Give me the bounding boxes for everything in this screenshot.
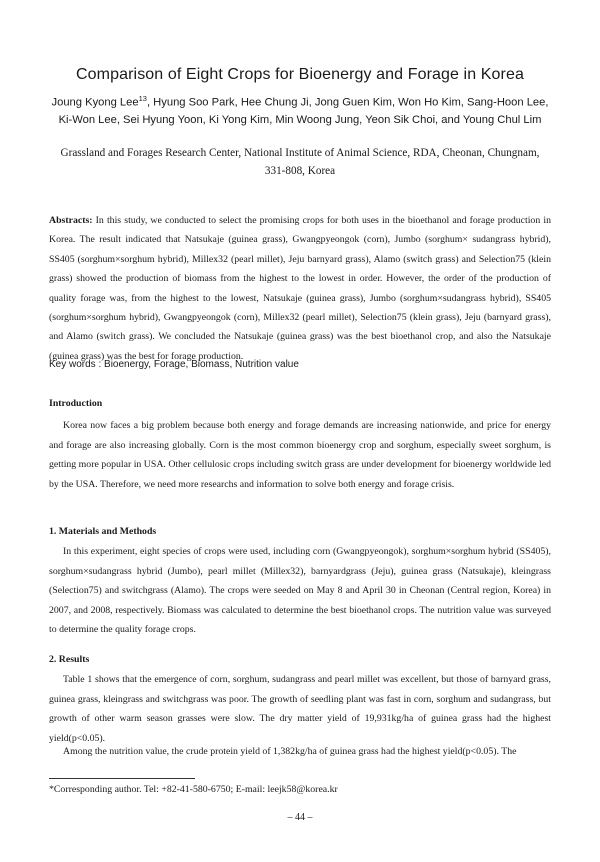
affiliation-line-1: Grassland and Forages Research Center, National Institute of Animal Science, RDA, Cheonan, Chungnam, (60, 147, 540, 159)
results-paragraph-2 (49, 742, 551, 762)
keywords: Key words : Bioenergy, Forage, Biomass, Nutrition value (49, 359, 299, 370)
methods-text: In this experiment, eight species of crops were used, including corn (Gwangpyeongok), sorghum×sorghum hybrid (SS405), sorghum×sudangrass hybrid (Jumbo), pearl millet (Millex32), barnyardgrass (Jeju), guinea grass (Natsukaje), kleingrass (Selection75) and switchgrass (Alamo). The crops were seeded on May 8 and April 30 in Cheonan (Central region, Korea) in 2007, and 2008, respectively. Biomass was calculated to determine the best bioethanol crops. The nutrition value was surveyed to determine the quality forage crops. (49, 546, 551, 636)
abstract (49, 211, 551, 366)
author-affiliation-mark: 13 (138, 94, 147, 103)
introduction-heading: Introduction (49, 398, 103, 409)
footnote-divider (49, 778, 195, 779)
first-author: Joung Kyong Lee (51, 96, 139, 109)
abstract-text: In this study, we conducted to select the promising crops for both uses in the bioethanol and forage production in Korea. The result indicated that Natsukaje (guinea grass), Gwangpyeongok (corn), Jumbo (sorghum× sudangrass hybrid), SS405 (sorghum×sorghum hybrid), Millex32 (pearl millet), Jeju barnyard grass), Alamo (switch grass) and Selection75 (klein grass) showed the production of biomass from the highest to the lowest in order. However, the order of the production of quality forage was, from the highest to the lowest, Natsukaje (guinea grass), Jumbo (sorghum×sudangrass hybrid), SS405 (sorghum×sorghum hybrid), Gwangpyeongok (corn), Millex32 (pearl millet), Selection75 (klein grass), Jeju (barnyard grass), and Alamo (switch grass). We concluded the Natsukaje (guinea grass) was the best bioethanol crop, and also the Natsukaje (guinea grass) was the best for forage production. (49, 215, 551, 362)
methods-heading: 1. Materials and Methods (49, 526, 157, 537)
results-text-2: Among the nutrition value, the crude protein yield of 1,382kg/ha of guinea grass had the highest yield(p<0.05). The (63, 746, 517, 757)
paper-title: Comparison of Eight Crops for Bioenergy and Forage in Korea (76, 66, 524, 83)
other-authors: , Hyung Soo Park, Hee Chung Ji, Jong Guen Kim, Won Ho Kim, Sang-Hoon Lee, Ki-Won Lee, Sei Hyung Yoon, Ki Yong Kim, Min Woong Jung, Yeon Sik Choi, and Young Chul Lim (58, 96, 549, 126)
corresponding-author-footnote: *Corresponding author. Tel: +82-41-580-6750; E-mail: leejk58@korea.kr (49, 784, 338, 795)
affiliation-line-2: 331-808, Korea (264, 165, 336, 177)
introduction-paragraph (49, 416, 551, 494)
page-number: – 44 – (287, 812, 313, 823)
results-paragraph-1 (49, 670, 551, 748)
results-heading: 2. Results (49, 654, 90, 665)
affiliation (40, 144, 560, 180)
introduction-text: Korea now faces a big problem because both energy and forage demands are increasing nationwide, and price for energy and forage are also increasing globally. Corn is the most common bioenergy crop and sorghum, especially sweet sorghum, is getting more popular in USA. Other cellulosic crops including switch grass are under development for bioenergy worldwide led by the USA. Therefore, we need more researchs and information to solve both energy and forage crisis. (49, 420, 551, 490)
methods-paragraph (49, 542, 551, 640)
results-text-1: Table 1 shows that the emergence of corn, sorghum, sudangrass and pearl millet was excellent, but those of barnyard grass, guinea grass, kleingrass and switchgrass was poor. The growth of seedling plant was fast in corn, sorghum and sudangrass, but growth of other warm season grasses were slow. The dry matter yield of 19,931kg/ha of guinea grass had the highest yield(p<0.05). (49, 674, 551, 744)
author-list (50, 90, 550, 129)
abstract-label: Abstracts: (49, 215, 93, 226)
